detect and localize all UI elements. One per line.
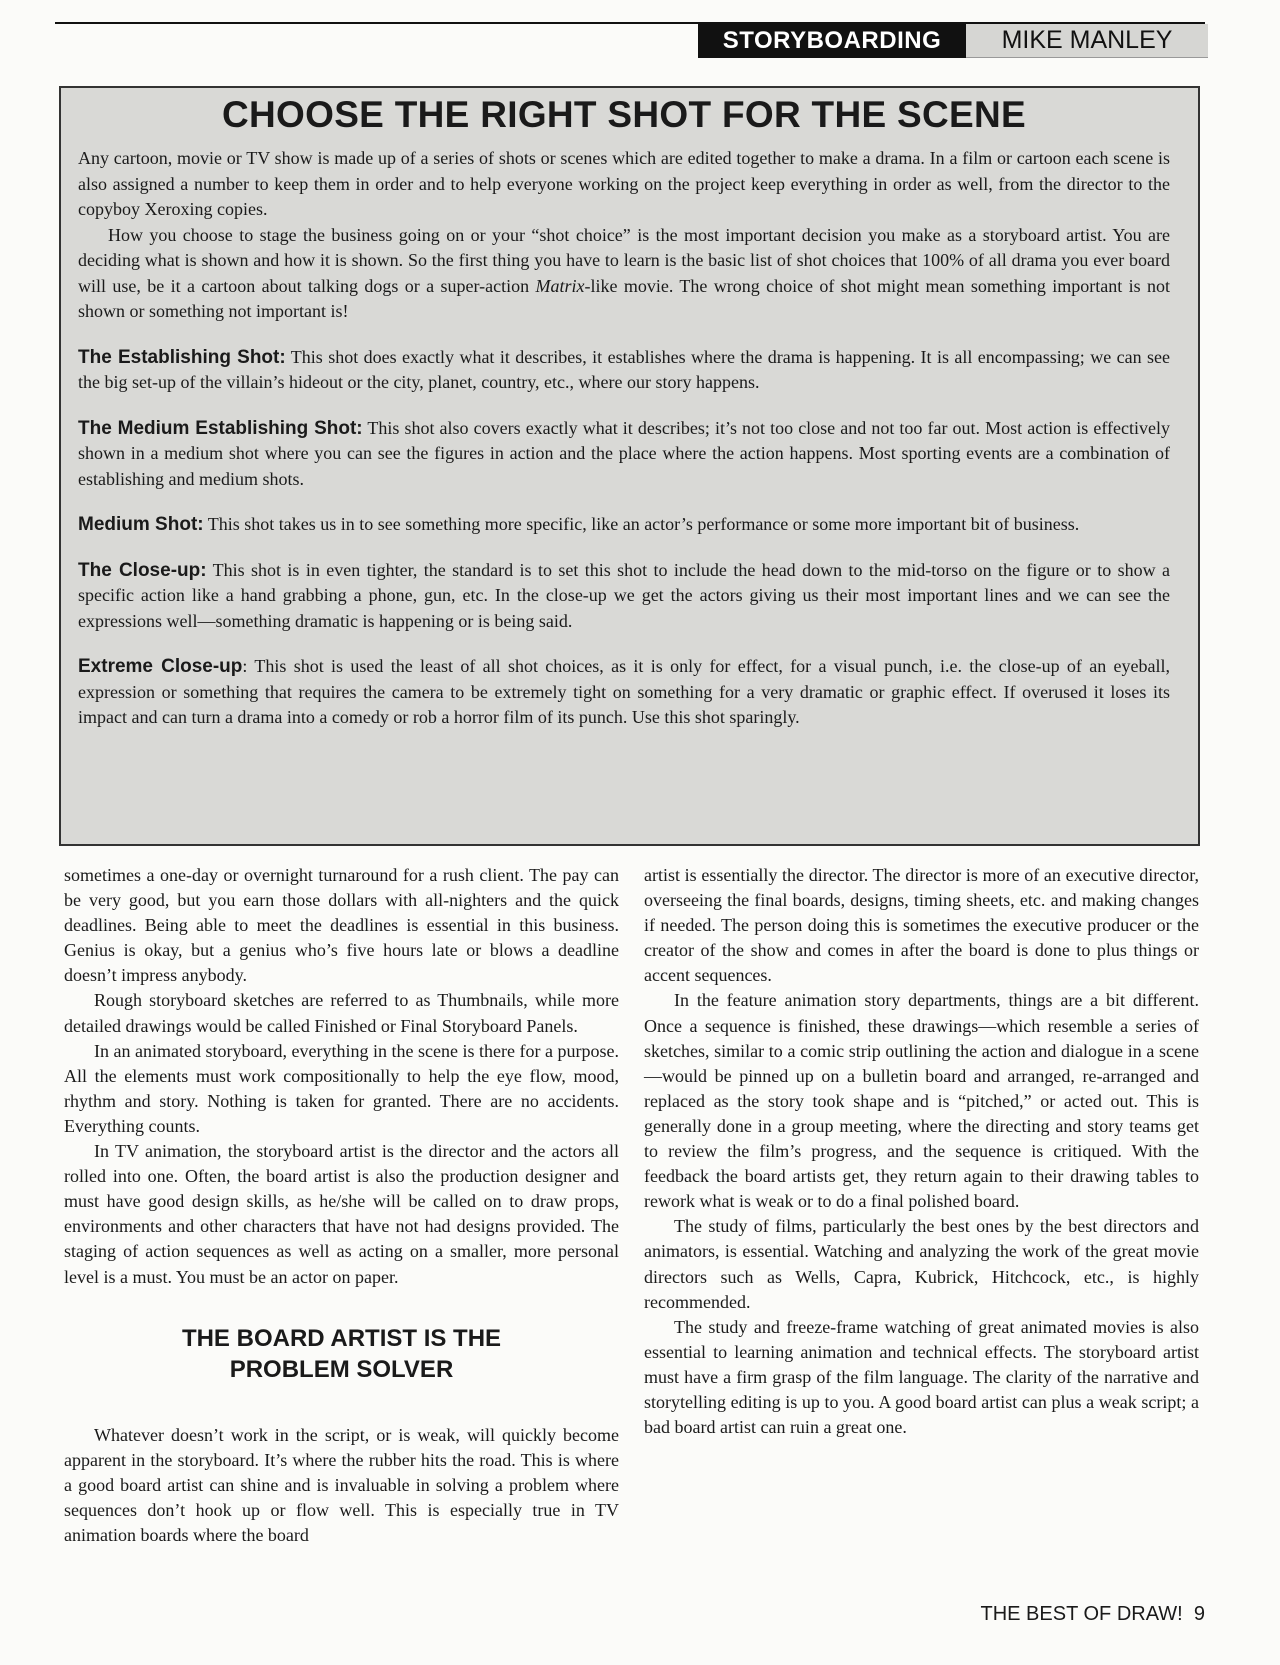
shot-term: The Close-up:	[78, 559, 207, 581]
intro-2-end: -like movie. The wrong choice of shot might mean something important is not shown or something not important is!	[78, 275, 1170, 321]
shot-extreme-close-up	[78, 654, 1170, 731]
sidebar-title: CHOOSE THE RIGHT SHOT FOR THE SCENE	[222, 94, 1026, 135]
sidebar-intro-1: Any cartoon, movie or TV show is made up of a series of shots or scenes which are edited together to make a drama. In a film or cartoon each scene is also assigned a number to keep them in order and to help everyone working on the project keep everything in order as well, from the director to the copyboy Xeroxing copies.	[78, 148, 1170, 219]
body-paragraph: In an animated storyboard, everything in the scene is there for a purpose. All the elements must work compositionally to help the eye flow, mood, rhythm and story. Nothing is taken for granted. There are no accidents. Everything counts.	[64, 1040, 619, 1136]
shot-term: Medium Shot:	[78, 514, 204, 535]
shot-description: : This shot is used the least of all shot choices, as it is only for effect, for a visual punch, i.e. the close-up of an eyeball, expression or something that requires the camera to be extremely tight on something for a very dramatic or graphic effect. If overused it loses its impact and can turn a drama into a comedy or rob a horror film of its punch. Use this shot sparingly.	[78, 656, 1170, 727]
shot-description: This shot does exactly what it describes, it establishes where the drama is happening. It is all encompassing; we can see the big set-up of the villain’s hideout or the city, planet, country, etc., where our story happens.	[78, 346, 1170, 392]
body-paragraph: artist is essentially the director. The director is more of an executive director, overseeing the final boards, designs, timing sheets, etc. and making changes if needed. The person doing this is sometimes the executive producer or the creator of the show and comes in after the board is done to plus things or accent sequences.	[644, 865, 1199, 986]
section-label: STORYBOARDING	[698, 24, 966, 58]
intro-2-start: How you choose to stage the business going on or your “shot choice” is the most important decision you make as a storyboard artist. You are deciding what is shown and how it is shown. So the first thing you have to learn is the basic list of shot choices that 100% of all drama you ever board will use, be it a cartoon about talking dogs or a super-action	[78, 224, 1170, 296]
shot-establishing	[78, 345, 1170, 396]
shot-description: This shot is in even tighter, the standard is to set this shot to include the head down to the mid-torso on the figure or to show a specific action like a hand grabbing a phone, gun, etc. In the close-up we get the actors giving us their most important lines and we can see the expressions well—something dramatic is happening or is being said.	[78, 559, 1170, 631]
section-subheading	[64, 1323, 619, 1385]
sidebar-intro-2	[78, 223, 1170, 325]
shot-term: The Medium Establishing Shot:	[78, 417, 363, 439]
body-paragraph: The study of films, particularly the best ones by the best directors and animators, is essential. Watching and analyzing the work of the great movie directors such as Wells, Capra, Kubrick, Hitchcock, etc., is highly recommended.	[644, 1216, 1199, 1312]
body-paragraph: Rough storyboard sketches are referred to as Thumbnails, while more detailed drawings would be called Finished or Final Storyboard Panels.	[64, 990, 619, 1036]
shot-medium-establishing	[78, 416, 1170, 493]
shot-description: This shot also covers exactly what it describes; it’s not too close and not too far out. Most action is effectively shown in a medium shot where you can see the figures in action and the place where the action happens. Most sporting events are a combination of establishing and medium shots.	[78, 417, 1170, 489]
body-paragraph: Whatever doesn’t work in the script, or is weak, will quickly become apparent in the storyboard. It’s where the rubber hits the road. This is where a good board artist can shine and is invaluable in solving a problem where sequences don’t hook up or flow well. This is especially true in TV animation boards where the board	[64, 1424, 619, 1545]
author-name: MIKE MANLEY	[966, 24, 1208, 58]
page-number: 9	[1193, 1603, 1205, 1625]
left-column	[64, 863, 619, 1548]
right-column	[644, 863, 1199, 1440]
body-paragraph: sometimes a one-day or overnight turnaround for a rush client. The pay can be very good, but you earn those dollars with all-nighters and the quick deadlines. Being able to meet the deadlines is essential in this business. Genius is okay, but a genius who’s five hours late or blows a deadline doesn’t impress anybody.	[64, 865, 619, 986]
body-paragraph: The study and freeze-frame watching of great animated movies is also essential to learning animation and technical effects. The storyboard artist must have a firm grasp of the film language. The clarity of the narrative and storytelling editing is up to you. A good board artist can plus a weak script; a bad board artist can ruin a great one.	[644, 1316, 1199, 1438]
subheading-line-1: THE BOARD ARTIST IS THE	[181, 1324, 502, 1352]
shot-description: This shot takes us in to see something more specific, like an actor’s performance or some more important bit of business.	[203, 514, 1080, 534]
body-paragraph: In the feature animation story departments, things are a bit different. Once a sequence is finished, these drawings—which resemble a series of sketches, similar to a comic strip outlining the action and dialogue in a scene—would be pinned up on a bulletin board and arranged, re-arranged and replaced as the story took shape and is “pitched,” or acted out. This is generally done in a group meeting, where the directing and story teams get to review the film’s progress, and the sequence is critiqued. With the feedback the board artists get, they return again to their drawing tables to rework what is weak or to do a final polished board.	[644, 990, 1199, 1212]
subheading-line-2: PROBLEM SOLVER	[229, 1355, 454, 1383]
page-footer	[981, 1603, 1206, 1626]
shot-choice-sidebar	[59, 86, 1200, 846]
running-header	[698, 24, 1208, 58]
shot-close-up	[78, 558, 1170, 635]
shot-term: The Establishing Shot:	[78, 346, 286, 368]
shot-medium	[78, 512, 1170, 538]
shot-term: Extreme Close-up	[78, 656, 243, 677]
matrix-title: Matrix	[535, 275, 585, 296]
body-paragraph: In TV animation, the storyboard artist is the director and the actors all rolled into one. Often, the board artist is also the production designer and must have good design skills, as he/she will be called on to draw props, environments and other characters that have not had designs provided. The staging of action sequences as well as acting on a smaller, more personal level is a must. You must be an actor on paper.	[64, 1141, 619, 1287]
publication-name: THE BEST OF DRAW!	[980, 1603, 1183, 1625]
